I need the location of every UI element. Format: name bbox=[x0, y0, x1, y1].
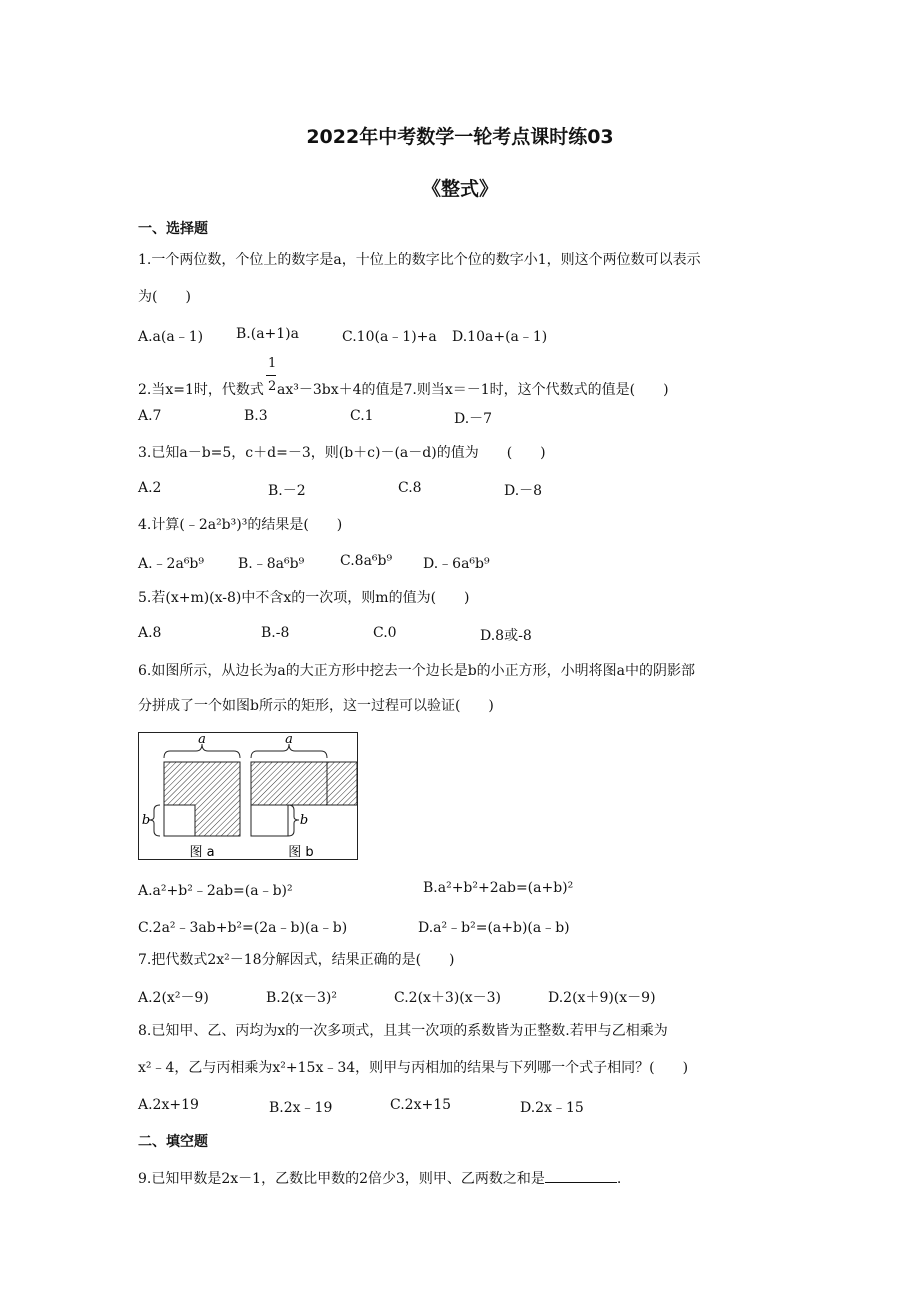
figure-b-top-label: a bbox=[285, 732, 293, 747]
q9-end: . bbox=[616, 1171, 622, 1187]
q6-stem-line1: 6.如图所示，从边长为a的大正方形中挖去一个边长是b的小正方形，小明将图a中的阴影部 bbox=[138, 663, 696, 679]
q1-option-c: C.10(a﹣1)+a bbox=[342, 329, 437, 345]
q8-stem-line1: 8.已知甲、乙、丙均为x的一次多项式，且其一次项的系数皆为正整数.若甲与乙相乘为 bbox=[138, 1023, 668, 1039]
q5-option-a: A.8 bbox=[138, 625, 162, 641]
page-subtitle: 《整式》 bbox=[421, 178, 498, 200]
q9-line bbox=[138, 1168, 621, 1189]
figure-b-caption: 图 b bbox=[288, 845, 314, 860]
section-heading-choice: 一、选择题 bbox=[138, 221, 208, 237]
q1-option-a: A.a(a﹣1) bbox=[138, 329, 204, 345]
q7-stem: 7.把代数式2x²－18分解因式，结果正确的是( ) bbox=[138, 952, 455, 968]
q6-figure bbox=[138, 732, 360, 862]
q6-option-a: A.a²+b²﹣2ab=(a﹣b)² bbox=[138, 883, 293, 899]
figure-b-side-label: b bbox=[299, 813, 309, 828]
q5-option-d: D.8或-8 bbox=[480, 628, 532, 644]
q2-option-d: D.－7 bbox=[454, 411, 493, 427]
q6-stem-line2: 分拼成了一个如图b所示的矩形，这一过程可以验证( ) bbox=[138, 698, 494, 714]
q7-option-c: C.2(x＋3)(x－3) bbox=[394, 990, 502, 1006]
q7-option-a: A.2(x²－9) bbox=[138, 990, 209, 1006]
q6-option-c: C.2a²﹣3ab+b²=(2a﹣b)(a﹣b) bbox=[138, 920, 348, 936]
q5-option-c: C.0 bbox=[373, 625, 397, 641]
page-title: 2022年中考数学一轮考点课时练03 bbox=[306, 126, 614, 148]
figure-b-shaded-right bbox=[327, 762, 357, 805]
q1-option-b: B.(a+1)a bbox=[236, 326, 299, 342]
figure-b-shaded-left bbox=[251, 762, 327, 805]
q2-option-b: B.3 bbox=[244, 408, 268, 424]
q8-stem-line2: x²﹣4，乙与丙相乘为x²+15x﹣34，则甲与丙相加的结果与下列哪一个式子相同？( ) bbox=[138, 1060, 689, 1076]
q4-option-c: C.8a⁶b⁹ bbox=[340, 553, 393, 569]
q3-option-a: A.2 bbox=[138, 480, 162, 496]
q1-option-d: D.10a+(a﹣1) bbox=[452, 329, 548, 345]
section-heading-fill: 二、填空题 bbox=[138, 1134, 208, 1150]
q9-answer-blank[interactable] bbox=[545, 1168, 617, 1183]
q7-option-b: B.2(x－3)² bbox=[266, 990, 337, 1006]
q4-option-d: D.﹣6a⁶b⁹ bbox=[423, 556, 490, 572]
q8-option-d: D.2x﹣15 bbox=[520, 1100, 584, 1116]
q3-option-b: B.－2 bbox=[268, 483, 306, 499]
q3-option-c: C.8 bbox=[398, 480, 422, 496]
q3-stem: 3.已知a－b=5，c＋d=－3，则(b＋c)－(a－d)的值为 ( ) bbox=[138, 445, 546, 461]
q2-stem-post: ax³－3bx＋4的值是7.则当x＝－1时，这个代数式的值是( ) bbox=[277, 382, 669, 398]
q2-stem-pre: 2.当x=1时，代数式 bbox=[138, 382, 264, 398]
q2-option-a: A.7 bbox=[138, 408, 162, 424]
q8-option-a: A.2x+19 bbox=[138, 1097, 199, 1113]
figure-a-side-label: b bbox=[141, 813, 151, 828]
q1-stem-line1: 1.一个两位数，个位上的数字是a，十位上的数字比个位的数字小1，则这个两位数可以表示 bbox=[138, 252, 701, 268]
q6-option-d: D.a²﹣b²=(a+b)(a﹣b) bbox=[418, 920, 570, 936]
q5-stem: 5.若(x+m)(x-8)中不含x的一次项，则m的值为( ) bbox=[138, 590, 470, 606]
figure-a-small-square bbox=[164, 805, 195, 836]
q5-option-b: B.-8 bbox=[261, 625, 290, 641]
q2-fraction-numerator: 1 bbox=[268, 356, 277, 371]
q2-option-c: C.1 bbox=[350, 408, 374, 424]
q6-option-b: B.a²+b²+2ab=(a+b)² bbox=[423, 880, 574, 896]
q2-fraction-denominator: 2 bbox=[268, 379, 277, 394]
q3-option-d: D.－8 bbox=[504, 483, 543, 499]
q4-option-b: B.﹣8a⁶b⁹ bbox=[238, 556, 305, 572]
figure-a-top-label: a bbox=[198, 732, 206, 747]
q9-stem: 9.已知甲数是2x－1，乙数比甲数的2倍少3，则甲、乙两数之和是 bbox=[138, 1171, 545, 1187]
q4-option-a: A.﹣2a⁶b⁹ bbox=[138, 556, 205, 572]
q4-stem: 4.计算(﹣2a²b³)³的结果是( ) bbox=[138, 517, 343, 533]
q7-option-d: D.2(x＋9)(x－9) bbox=[548, 990, 656, 1006]
q8-option-b: B.2x﹣19 bbox=[269, 1100, 333, 1116]
q8-option-c: C.2x+15 bbox=[390, 1097, 452, 1113]
q2-fraction-bar bbox=[266, 375, 276, 376]
q1-stem-line2: 为( ) bbox=[138, 289, 191, 305]
figure-a-caption: 图 a bbox=[189, 845, 215, 860]
figure-b-lower-left bbox=[251, 805, 288, 836]
